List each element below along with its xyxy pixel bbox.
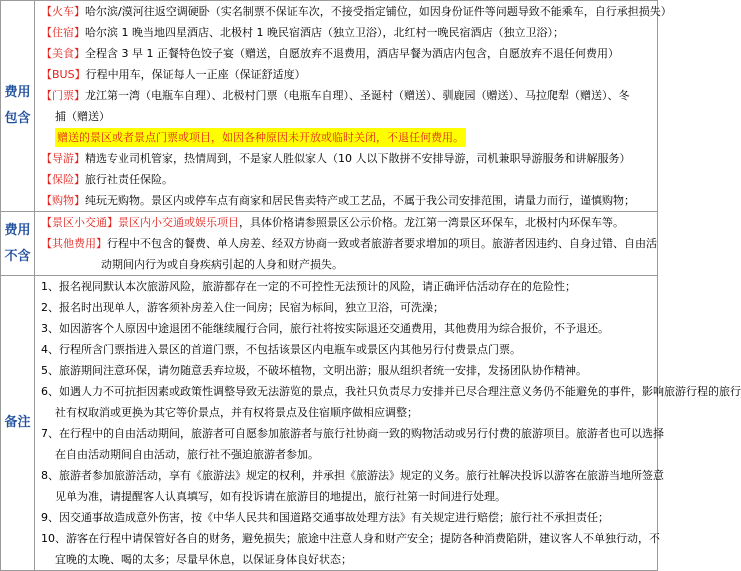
excluded-item-other-cont: 动期间内行为或自身疾病引起的人身和财产损失。 <box>101 258 343 271</box>
included-item-hotel: 【住宿】哈尔滨 1 晚当地四星酒店、北极村 1 晚民宿酒店（独立卫浴），北红村一晚民宿酒店（独立卫浴）； <box>41 26 564 39</box>
included-item-tickets: 【门票】龙江第一湾（电瓶车自理）、北极村门票（电瓶车自理）、圣诞村（赠送）、驯鹿园（赠送）、马拉爬犁（赠送）、冬 <box>41 89 630 102</box>
included-item-tickets-cont: 捕（赠送） <box>55 110 110 123</box>
excluded-content <box>35 212 658 276</box>
note-item: 8、旅游者参加旅游活动，享有《旅游法》规定的权利，并承担《旅游法》规定的义务。旅行社解决投诉以游客在旅游当地所签意 <box>41 469 664 482</box>
included-section <box>1 1 658 212</box>
notes-section <box>1 276 658 571</box>
tickets-highlight-note: 赠送的景区或者景点门票或项目，如因各种原因未开放或临时关闭，不退任何费用。 <box>55 128 466 147</box>
included-item-train: 【火车】哈尔滨/漠河往返空调硬卧（实名制票不保证车次，不接受指定铺位，如因身份证件等问题导致不能乘车，自行承担损失） <box>41 5 672 18</box>
excluded-item-other: 【其他费用】行程中不包含的餐费、单人房差、经双方协商一致或者旅游者要求增加的项目。旅游者因违约、自身过错、自由活 <box>41 237 657 250</box>
note-item: 1、报名视同默认本次旅游风险，旅游都存在一定的不可控性无法预计的风险，请正确评估活动存在的危险性； <box>41 280 576 293</box>
note-item-cont: 见单为准，请提醒客人认真填写，如有投诉请在旅游目的地提出，旅行社第一时间进行处理。 <box>55 490 506 503</box>
note-item: 2、报名时出现单人，游客须补房差入住一间房；民宿为标间，独立卫浴，可洗澡； <box>41 301 444 314</box>
included-item-insurance: 【保险】旅行社责任保险。 <box>41 173 173 186</box>
excluded-item-transport: 【景区小交通】景区内小交通或娱乐项目，具体价格请参照景区公示价格。龙江第一湾景区环保车，北极村内环保车等。 <box>41 216 624 229</box>
note-item: 4、行程所含门票指进入景区的首道门票，不包括该景区内电瓶车或景区内其他另行付费景点门票。 <box>41 343 521 356</box>
notes-label: 备注 <box>1 276 35 571</box>
included-content <box>35 1 672 212</box>
note-item: 3、如因游客个人原因中途退团不能继续履行合同，旅行社将按实际退还交通费用，其他费用为综合报价，不予退还。 <box>41 322 609 335</box>
note-item: 7、在行程中的自由活动期间，旅游者可自愿参加旅游者与旅行社协商一致的购物活动或另行付费的旅游项目。旅游者也可以选择 <box>41 427 664 440</box>
note-item: 10、游客在行程中请保管好各自的财务，避免损失；旅途中注意人身和财产安全；提防各种消费陷阱，建议客人不单独行动，不 <box>41 532 660 545</box>
note-item-cont: 社有权取消或更换为其它等价景点，并有权将景点及住宿顺序做相应调整； <box>55 406 418 419</box>
note-item-cont: 在自由活动期间自由活动，旅行社不强迫旅游者参加。 <box>55 448 319 461</box>
note-item-cont: 宜晚的太晚、喝的太多；尽量早休息，以保证身体良好状态； <box>55 553 352 566</box>
included-item-shopping: 【购物】纯玩无购物。景区内或停车点有商家和居民售卖特产或工艺品，不属于我公司安排范围，请量力而行，谨慎购物； <box>41 194 635 207</box>
note-item: 5、旅游期间注意环保，请勿随意丢弃垃圾，不破坏植物，文明出游；服从组织者统一安排，发扬团队协作精神。 <box>41 364 587 377</box>
excluded-label: 费用 不含 <box>1 212 35 276</box>
note-item: 6、如遇人力不可抗拒因素或政策性调整导致无法游览的景点，我社只负责尽力安排并已尽合理注意义务仍不能避免的事件，影响旅游行程的旅行 <box>41 385 741 398</box>
included-item-food: 【美食】全程含 3 早 1 正餐特色饺子宴（赠送，自愿放弃不退费用，酒店早餐为酒店内包含，自愿放弃不退任何费用） <box>41 47 619 60</box>
note-item: 9、因交通事故造成意外伤害，按《中华人民共和国道路交通事故处理方法》有关规定进行赔偿；旅行社不承担责任； <box>41 511 609 524</box>
included-label: 费用 包含 <box>1 1 35 212</box>
notes-content <box>35 276 741 571</box>
included-highlight-row <box>41 127 653 148</box>
included-item-bus: 【BUS】行程中用车，保证每人一正座（保证舒适度） <box>41 68 306 81</box>
excluded-section <box>1 212 658 276</box>
included-item-guide: 【导游】精选专业司机管家，热情周到，不是家人胜似家人（10 人以下散拼不安排导游，司机兼职导游服务和讲解服务） <box>41 152 631 165</box>
